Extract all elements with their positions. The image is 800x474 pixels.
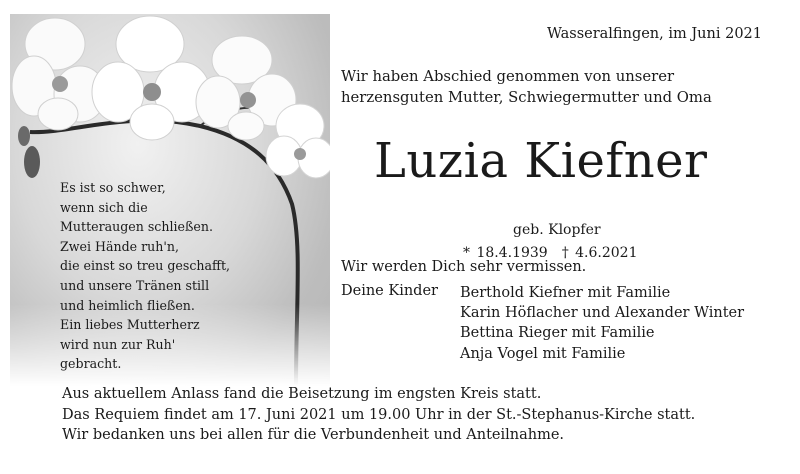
orchid-bud (24, 146, 40, 178)
poem-text: Es ist so schwer, wenn sich die Mutteraugen schließen. Zwei Hände ruh'n, die einst so treu geschafft, und unsere Tränen still und heimlich fließen. Ein liebes Mutterherz wird nun zur Ruh' gebracht. (60, 180, 231, 372)
death-date: † 4.6.2021 (561, 245, 638, 261)
list-item: Anja Vogel mit Familie (460, 345, 626, 362)
list-item: Bettina Rieger mit Familie (460, 325, 655, 342)
list-item: Karin Höflacher und Alexander Winter (460, 305, 745, 322)
orchid-flower (12, 18, 106, 130)
intro-text: Wir haben Abschied genommen von unserer herzensguten Mutter, Schwiegermutter und Oma (341, 68, 712, 106)
place-date: Wasseralfingen, im Juni 2021 (546, 26, 762, 42)
children-list (460, 283, 744, 364)
birth-date: * 18.4.1939 (463, 245, 548, 261)
orchid-bud (18, 126, 30, 146)
missing-text: Wir werden Dich sehr vermissen. (341, 259, 587, 275)
footer-text: Aus aktuellem Anlass fand die Beisetzung im engsten Kreis statt. Das Requiem findet am 17. Juni 2021 um 19.00 Uhr in der St.-Stephanus-Kirche statt. Wir bedanken uns bei allen für die Verbundenheit und Anteilnahme. (62, 386, 696, 444)
maiden-name: geb. Klopfer (513, 222, 601, 238)
list-item: Berthold Kiefner mit Familie (460, 285, 671, 301)
children-label: Deine Kinder (341, 283, 438, 299)
deceased-name: Luzia Kiefner (374, 133, 708, 189)
